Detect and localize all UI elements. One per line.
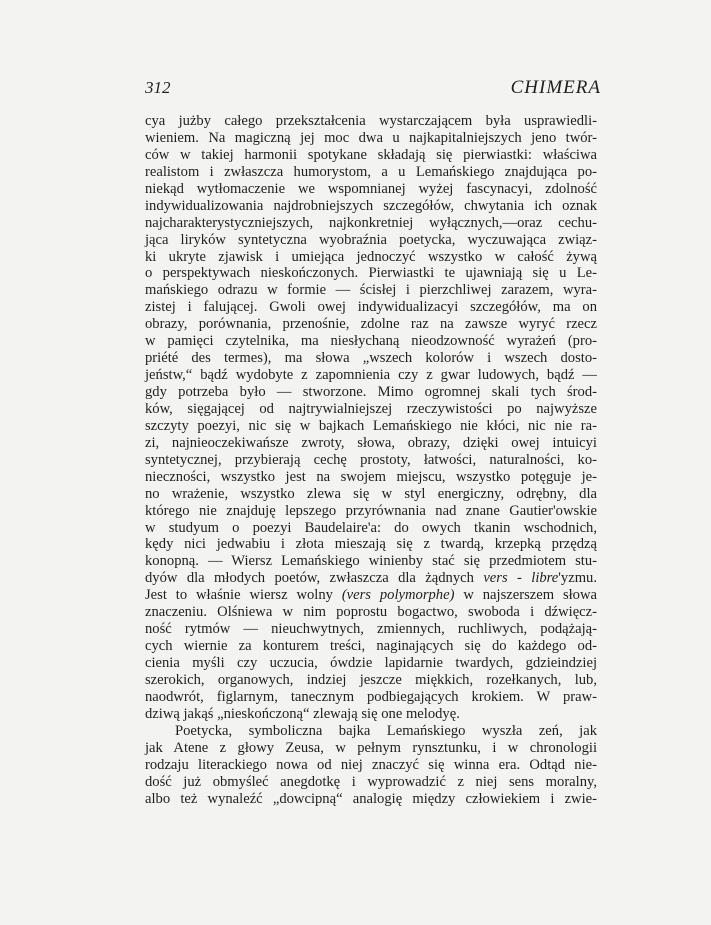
text-line (145, 774, 597, 791)
text-segment: obrazy, porównania, przenośnie, zdolne raz na zawsze wyryć rzecz (145, 316, 597, 333)
text-segment: zi, najnieoczekiwańsze zwroty, słowa, obrazy, dzięki owej intuicyi (145, 434, 597, 451)
text-line (145, 198, 597, 215)
text-segment: kędy nici jedwabiu i złota mieszają się z twardą, krzepką przędzą (145, 536, 597, 553)
text-segment: rodzaju literackiego nowa od niej znaczyć się winna era. Odtąd nie- (145, 756, 597, 773)
text-line (145, 435, 597, 452)
text-line (145, 316, 597, 333)
text-line (145, 452, 597, 469)
text-line (145, 740, 597, 757)
text-segment: jak Atene z głowy Zeusa, w pełnym rynsztunku, i w chronologii (145, 739, 597, 756)
text-line (145, 367, 597, 384)
text-line (145, 265, 597, 282)
text-segment: dość już obmyśleć anegdotkę i wyprowadzić z niej sens moralny, (145, 773, 597, 790)
text-segment: naodwrót, figlarnym, tanecznym podbiegających krokiem. W praw- (145, 688, 597, 705)
text-segment: cienia myśli czy uczucia, ówdzie lapidarnie twardych, gdzieindziej (145, 655, 597, 671)
text-segment: albo też wynaleźć „dowcipną“ analogię między człowiekiem i zwie- (145, 790, 597, 807)
text-segment: nieczności, wszystko jest na swojem miejscu, wszystko potęguje je- (145, 468, 597, 485)
text-line (145, 587, 597, 604)
text-segment: znaczeniu. Olśniewa w nim poprostu bogactwo, swoboda i dźwięcz- (145, 604, 597, 621)
text-line (145, 232, 597, 249)
italic-text: vers - libre (483, 570, 559, 587)
text-segment: konopną. — Wiersz Lemańskiego winienby stać się przedmiotem stu- (145, 553, 597, 570)
text-segment: syntetycznej, przybierają cechę prostoty, łatwości, naturalności, ko- (145, 451, 597, 468)
text-segment: mańskiego odrazu w formie — ścisłej i pierzchliwej zarazem, wyra- (145, 282, 597, 299)
text-line (145, 553, 597, 570)
italic-text: (vers polymorphe) (341, 587, 455, 604)
page-number: 312 (145, 78, 171, 97)
text-line (145, 486, 597, 503)
text-line (145, 520, 597, 537)
text-segment: o perspektywach nieskończonych. Pierwiastki te ujawniają się u Le- (145, 265, 597, 282)
text-segment: wieniem. Na magiczną jej moc dwa u najkapitalniejszych jeno twór- (145, 129, 597, 146)
text-line (145, 723, 597, 740)
text-line (145, 299, 597, 316)
text-line (145, 282, 597, 299)
text-line (145, 164, 597, 181)
text-line (145, 689, 597, 706)
text-segment: jąca liryków syntetyczna wyobraźnia poetycka, wyczuwająca związ- (145, 231, 597, 248)
text-line (145, 638, 597, 655)
text-segment: 'yzmu. (558, 570, 597, 587)
text-line (145, 147, 597, 164)
text-line (145, 215, 597, 232)
text-segment: Jest to właśnie wiersz wolny (145, 587, 342, 604)
text-segment: dziwą jakąś „nieskończoną“ zlewają się one melodyę. (145, 705, 460, 722)
text-line (145, 350, 597, 367)
text-line (145, 621, 597, 638)
text-line (145, 181, 597, 198)
text-segment: zistej i falującej. Gwoli owej indywidualizacyi szczegółów, ma on (145, 299, 597, 316)
text-segment: ców w takiej harmonii spotykane składają się pierwiastki: właściwa (145, 146, 597, 163)
text-line (145, 249, 597, 266)
text-segment: niekąd wytłomaczenie we wspomnianej wyżej fascynacyi, zdolność (145, 180, 597, 197)
text-segment: realistom i zwłaszcza humorystom, a u Lemańskiego znajdująca po- (145, 163, 597, 180)
text-segment: indywidualizowania najdrobniejszych szczegółów, chwytania ich oznak (145, 197, 597, 214)
text-segment: najcharakterystyczniejszych, najkonkretniej wyłącznych,—oraz cechu- (145, 214, 597, 231)
text-segment: ków, sięgającej od najtrywialniejszej rzeczywistości po najwyższe (145, 400, 597, 417)
text-line (145, 655, 597, 672)
text-line (145, 791, 597, 808)
text-line (145, 469, 597, 486)
text-line (145, 503, 597, 520)
text-line (145, 706, 597, 723)
text-segment: jeństw,“ bądź wydobyte z zapomnienia czy z gwar ludowych, bądź — (145, 367, 597, 384)
text-segment: cya jużby całego przekształcenia wystarczającem była usprawiedli- (145, 113, 597, 129)
text-line (145, 418, 597, 435)
text-line (145, 536, 597, 553)
text-segment: Poetycka, symboliczna bajka Lemańskiego wyszła zeń, jak (175, 722, 597, 739)
text-segment: szerokich, organowych, indziej jeszcze miękkich, rozełkanych, lub, (145, 671, 597, 688)
text-segment: ność rytmów — nieuchwytnych, zmiennych, ruchliwych, podążają- (145, 621, 597, 638)
text-segment: gdy potrzeba było — stworzone. Mimo ogromnej skali tych środ- (145, 384, 597, 400)
text-segment: no wrażenie, wszystko zlewa się w styl energiczny, odrębny, dla (145, 485, 597, 502)
body-text (145, 113, 597, 807)
text-segment: dyów dla młodych poetów, zwłaszcza dla żądnych (145, 570, 484, 587)
text-segment: którego nie znajduję lepszego przyrównania nad znane Gautier'owskie (145, 502, 597, 519)
text-line (145, 757, 597, 774)
text-segment: w najszerszem słowa (454, 587, 597, 604)
text-segment: cych wiernie za konturem treści, naginających się do każdego od- (145, 638, 597, 655)
text-line (145, 333, 597, 350)
text-line (145, 384, 597, 401)
text-line (145, 604, 597, 621)
text-line (145, 672, 597, 689)
text-segment: priété des termes), ma słowa „wszech kolorów i wszech dosto- (145, 350, 597, 367)
running-head: CHIMERA (510, 77, 601, 98)
text-line (145, 130, 597, 147)
text-segment: ki ukryte zjawisk i umiejąca jednoczyć wszystko w całość żywą (145, 248, 597, 265)
text-line (145, 570, 597, 587)
text-line (145, 113, 597, 130)
text-segment: w studyum o poezyi Baudelaire'a: do owych tkanin wschodnich, (145, 519, 597, 536)
text-segment: w pamięci czytelnika, ma niesłychaną nieodzowność wyrażeń (pro- (145, 333, 597, 350)
text-line (145, 401, 597, 418)
text-segment: szczyty poezyi, nic się w bajkach Lemańskiego nie kłóci, nic nie ra- (145, 417, 597, 434)
